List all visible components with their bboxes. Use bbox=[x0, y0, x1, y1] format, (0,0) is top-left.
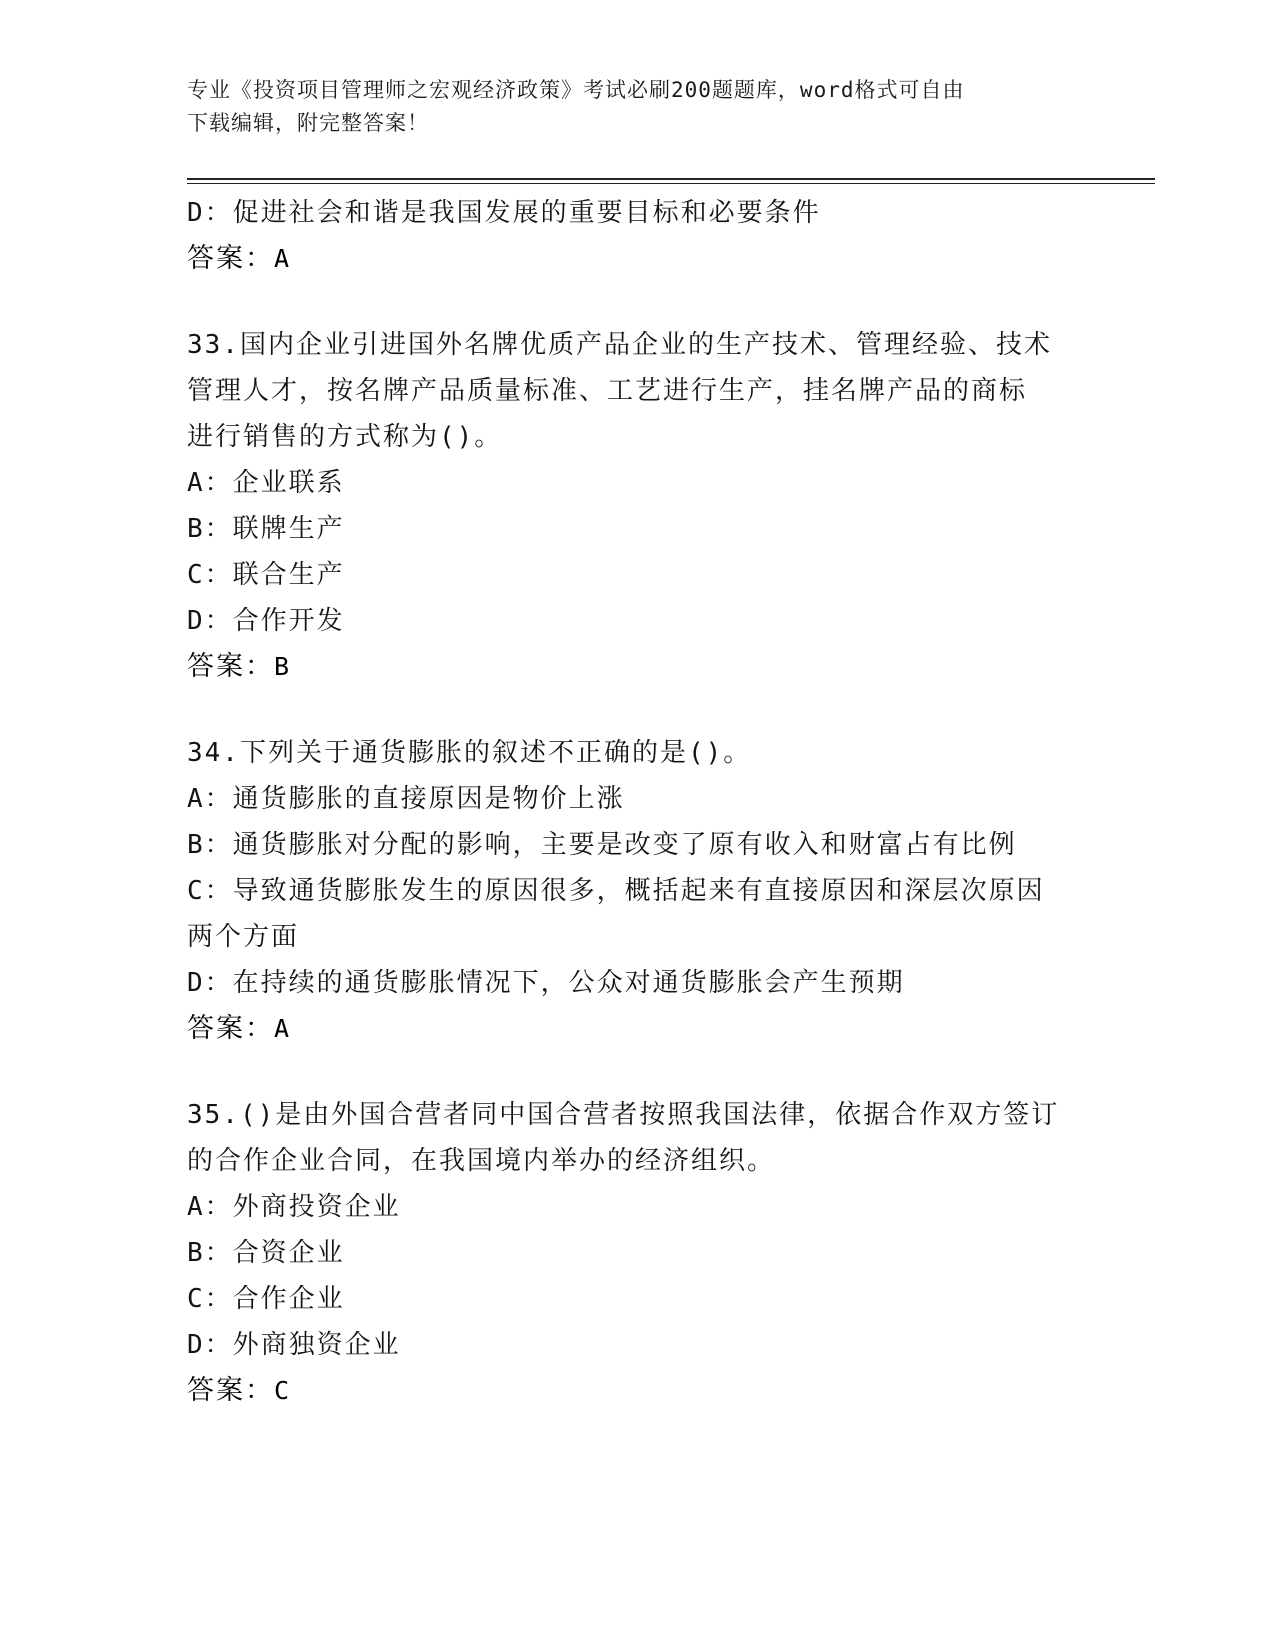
option-d: D：合作开发 bbox=[187, 606, 345, 636]
question-title-line: 33.国内企业引进国外名牌优质产品企业的生产技术、管理经验、技术 bbox=[187, 330, 1052, 360]
option-c: C：导致通货膨胀发生的原因很多，概括起来有直接原因和深层次原因 bbox=[187, 876, 1045, 906]
question-title-line: 进行销售的方式称为()。 bbox=[187, 422, 503, 452]
option-d: D：在持续的通货膨胀情况下，公众对通货膨胀会产生预期 bbox=[187, 968, 905, 998]
answer-label: 答案： bbox=[187, 243, 274, 274]
option-d: D：外商独资企业 bbox=[187, 1330, 401, 1360]
option-d: D：促进社会和谐是我国发展的重要目标和必要条件 bbox=[187, 198, 821, 228]
option-a: A：通货膨胀的直接原因是物价上涨 bbox=[187, 784, 625, 814]
answer-line bbox=[187, 1368, 1087, 1414]
option-b: B：通货膨胀对分配的影响，主要是改变了原有收入和财富占有比例 bbox=[187, 830, 1017, 860]
header-line-2: 下载编辑，附完整答案！ bbox=[187, 111, 429, 135]
answer-line bbox=[187, 236, 1087, 282]
answer-value: A bbox=[274, 244, 292, 273]
option-a: A：企业联系 bbox=[187, 468, 345, 498]
header-divider-thick bbox=[187, 178, 1155, 180]
question-title-line: 34.下列关于通货膨胀的叙述不正确的是()。 bbox=[187, 738, 752, 768]
option-c: C：联合生产 bbox=[187, 560, 345, 590]
question-title-line: 管理人才，按名牌产品质量标准、工艺进行生产，挂名牌产品的商标 bbox=[187, 376, 1028, 406]
option-c-continued: 两个方面 bbox=[187, 922, 300, 952]
header-divider-thin bbox=[187, 183, 1155, 184]
answer-line bbox=[187, 644, 1087, 690]
answer-value: C bbox=[274, 1376, 292, 1405]
question-title-line: 的合作企业合同，在我国境内举办的经济组织。 bbox=[187, 1146, 776, 1176]
document-body bbox=[187, 190, 1087, 1414]
answer-value: A bbox=[274, 1014, 292, 1043]
option-b: B：合资企业 bbox=[187, 1238, 345, 1268]
option-a: A：外商投资企业 bbox=[187, 1192, 401, 1222]
question-33 bbox=[187, 322, 1087, 690]
answer-line bbox=[187, 1006, 1087, 1052]
spacer bbox=[187, 282, 1087, 322]
spacer bbox=[187, 690, 1087, 730]
document-header bbox=[187, 74, 1067, 140]
answer-label: 答案： bbox=[187, 1375, 274, 1406]
option-b: B：联牌生产 bbox=[187, 514, 345, 544]
question-35 bbox=[187, 1092, 1087, 1414]
answer-label: 答案： bbox=[187, 651, 274, 682]
answer-value: B bbox=[274, 652, 292, 681]
answer-label: 答案： bbox=[187, 1013, 274, 1044]
option-c: C：合作企业 bbox=[187, 1284, 345, 1314]
question-34 bbox=[187, 730, 1087, 1052]
header-line-1: 专业《投资项目管理师之宏观经济政策》考试必刷200题题库，word格式可自由 bbox=[187, 78, 965, 102]
question-title-line: 35.()是由外国合营者同中国合营者按照我国法律，依据合作双方签订 bbox=[187, 1100, 1060, 1130]
spacer bbox=[187, 1052, 1087, 1092]
